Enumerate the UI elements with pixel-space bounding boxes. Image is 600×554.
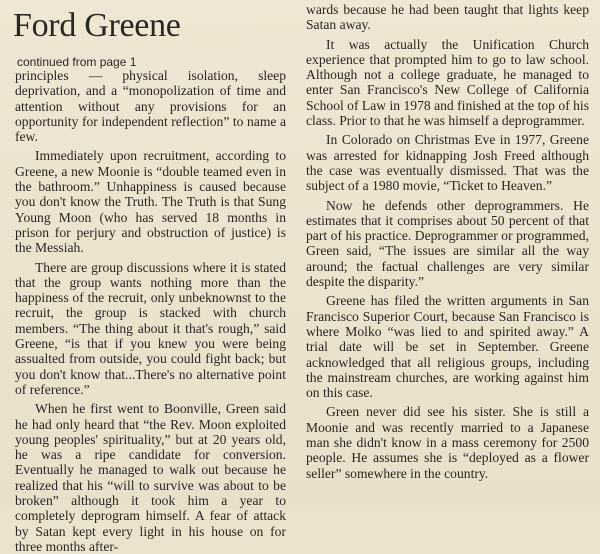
paragraph: Immediately upon recruitment, according to Greene, a new Moonie is “double teamed even in the bathroom.” Unhappiness is caused because you don't know the Truth. The Truth is that Sung Young Moon (who has served 18 months in prison for perjury and obstruction of justice) is the Messiah. bbox=[15, 148, 286, 256]
continued-note: continued from page 1 bbox=[17, 55, 137, 69]
paragraph: Green never did see his sister. She is still a Moonie and was recently married to a Japanese man she didn't know in a mass ceremony for 2500 people. He assumes she is “deployed as a flower seller” somewhere in the country. bbox=[306, 404, 589, 481]
paragraph: It was actually the Unification Church experience that prompted him to go to law school. Although not a college graduate, he managed to enter San Francisco's New College of California School of Law in 1978 and finished at the top of his class. Prior to that he was himself a deprogrammer. bbox=[306, 36, 589, 129]
paragraph: principles — physical isolation, sleep deprivation, and a “monopolization of time and attention without any provisions for an opportunity for independent reflection” to name a few. bbox=[15, 68, 286, 145]
paragraph: When he first went to Boonville, Green said he had only heard that “the Rev. Moon exploited young peoples' spirituality,” but at 20 years old, he was a ripe candidate for conversion. Eventually he managed to walk out because he realized that his “will to survive was about to be broken” although it took him a year to completely deprogram himself. A fear of attack by Satan kept every light in his house on for three months after- bbox=[15, 401, 286, 554]
article-column-right bbox=[306, 2, 589, 481]
headline: Ford Greene bbox=[13, 7, 181, 44]
paragraph: Greene has filed the written arguments in San Francisco Superior Court, because San Francisco is where Molko “was lied to and spirited away.” A trial date will be set in September. Greene acknowledged that all religious groups, including the mainstream churches, are working against him on this case. bbox=[306, 293, 589, 401]
paragraph: Now he defends other deprogrammers. He estimates that it comprises about 50 percent of that part of his practice. Deprogrammer or programmed, Green said, “The issues are similar all the way around; the factual challenges are very similar despite the disparity.” bbox=[306, 197, 589, 290]
paragraph: There are group discussions where it is stated that the group wants nothing more than the happiness of the recruit, only unbeknownst to the recruit, the group is stacked with church members. “The thing about it that's rough,” said Greene, “is that if you knew you were being assualted from outside, you could fight back; but you don't know that...There's no alternative point of reference.” bbox=[15, 259, 286, 397]
article-column-left bbox=[15, 68, 286, 554]
paragraph: In Colorado on Christmas Eve in 1977, Greene was arrested for kidnapping Josh Freed although the case was eventually dismissed. That was the subject of a 1980 movie, “Ticket to Heaven.” bbox=[306, 132, 589, 194]
paragraph: wards because he had been taught that lights keep Satan away. bbox=[306, 2, 589, 33]
